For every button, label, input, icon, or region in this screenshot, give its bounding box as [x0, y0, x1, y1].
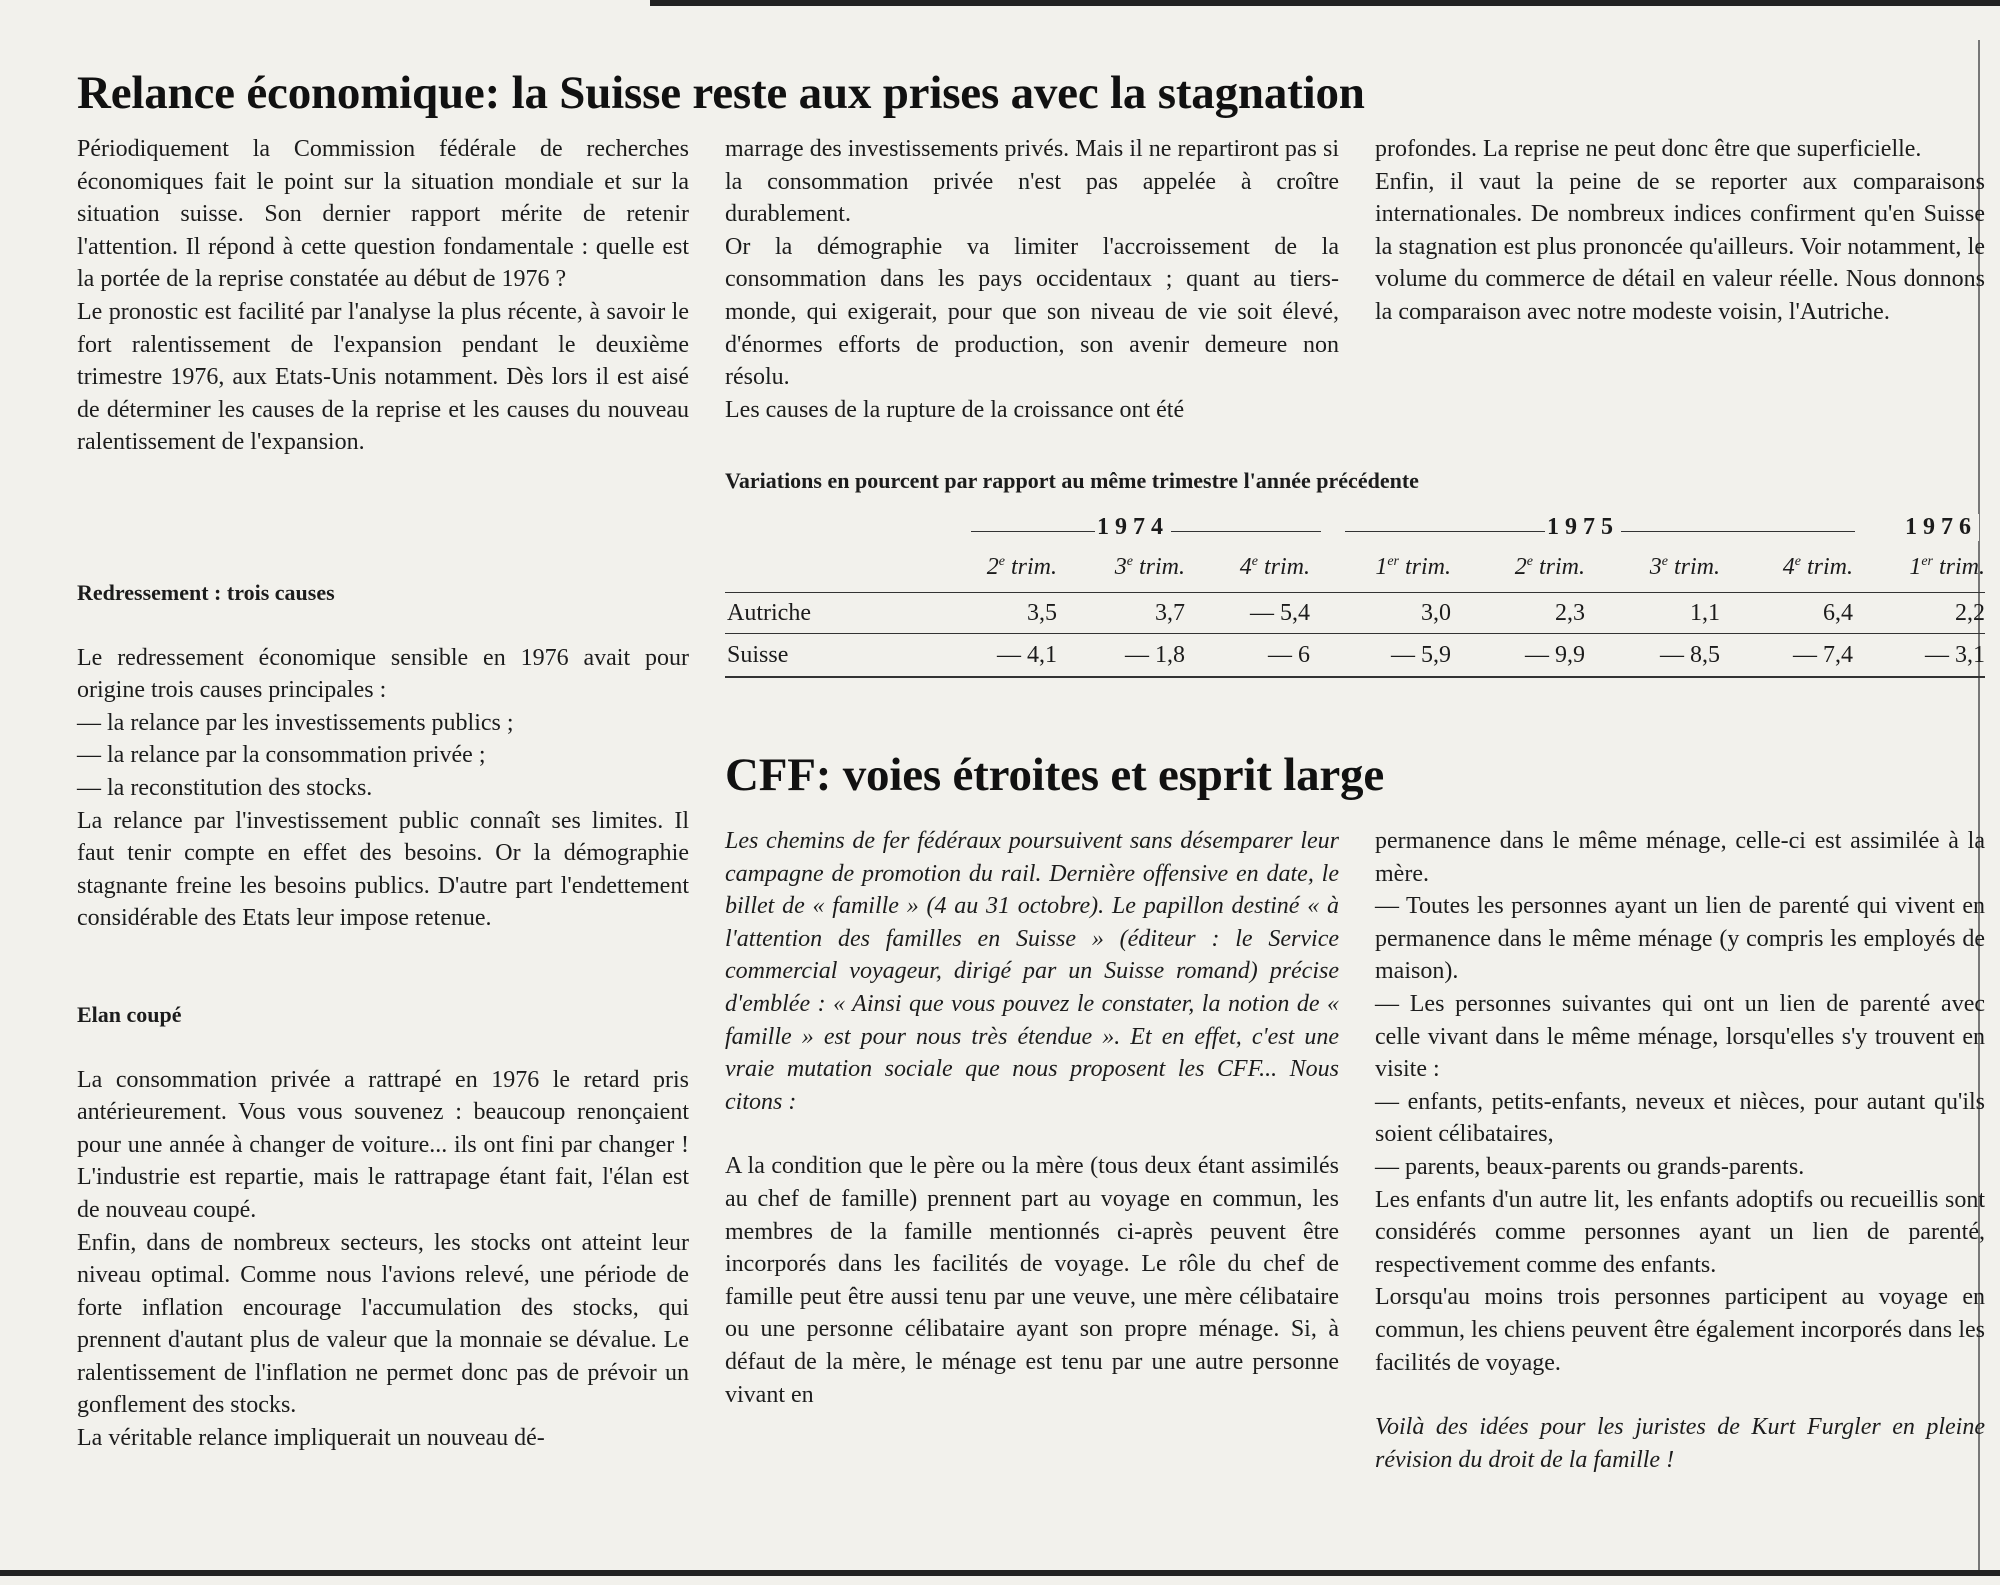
paragraph: Enfin, dans de nombreux secteurs, les stocks ont atteint leur niveau optimal. Comme nous l'avions relevé, une période de forte inflation encourage l'accumulation des stocks, qui prennent d'autant plus de valeur que la monnaie se dévalue. Le ralentissement de l'inflation ne permet donc pas de prévoir un gonflement des stocks. — [77, 1229, 689, 1419]
list-item: — la reconstitution des stocks. — [77, 774, 373, 801]
table-cell: — 9,9 — [1525, 642, 1585, 668]
intro-paragraph: Les chemins de fer fédéraux poursuivent sans désemparer leur campagne de promotion du rail. Dernière offensive en date, le billet de « famille » (4 au 31 octobre). Le papillon destiné « à l'attention des familles en Suisse » (éditeur : le Service commercial voyageur, dirigé par un Suisse romand) précise d'emblée : « Ainsi que vous pouvez le constater, la notion de « famille » est pour nous très étendue ». Et en effet, c'est une vraie mutation sociale que nous proposent les CFF... Nous citons : — [725, 828, 1339, 1115]
list-item: — la relance par la consommation privée ; — [77, 742, 486, 769]
paragraph: Or la démographie va limiter l'accroissement de la consommation dans les pays occidentaux ; quant au tiers-monde, qui exigerait, pour que son niveau de vie soit élevé, d'énormes efforts de production, son avenir demeure non résolu. — [725, 233, 1339, 391]
paragraph: Le redressement économique sensible en 1976 avait pour origine trois causes principales : — [77, 644, 689, 704]
subheading-elan: Elan coupé — [77, 1001, 182, 1027]
table-cell: — 7,4 — [1793, 642, 1853, 668]
article2-title: CFF: voies étroites et esprit large — [725, 749, 1385, 801]
quarter-header: 1er trim. — [1909, 554, 1985, 580]
paragraph: profondes. La reprise ne peut donc être que superficielle. — [1375, 136, 1922, 162]
paragraph: Lorsqu'au moins trois personnes participent au voyage en commun, les chiens peuvent être également incorporés dans les facilités de voyage. — [1375, 1284, 1985, 1376]
article2-column-1 — [725, 825, 1339, 1411]
quarter-header: 4e trim. — [1239, 554, 1310, 580]
table-bottom-rule — [725, 676, 1985, 678]
table-cell: — 5,9 — [1391, 642, 1451, 668]
quarter-header: 4e trim. — [1782, 554, 1853, 580]
article1-title: Relance économique: la Suisse reste aux prises avec la stagnation — [77, 67, 1365, 119]
table-cell: — 1,8 — [1125, 642, 1185, 668]
list-item: — la relance par les investissements publics ; — [77, 709, 514, 736]
paragraph: Les enfants d'un autre lit, les enfants adoptifs ou recueillis sont considérés comme personnes ayant un lien de parenté, respectivement comme des enfants. — [1375, 1186, 1985, 1278]
article2-column-2 — [1375, 825, 1985, 1476]
article1-column-1 — [77, 133, 689, 459]
quarter-header: 3e trim. — [1649, 554, 1720, 580]
table-caption: Variations en pourcent par rapport au même trimestre l'année précédente — [725, 468, 1419, 493]
table-cell: — 6 — [1268, 642, 1310, 668]
table-header-rule — [725, 592, 1985, 593]
paragraph: Les causes de la rupture de la croissance ont été — [725, 396, 1185, 423]
quarter-header: 2e trim. — [1514, 554, 1585, 580]
table-cell: 6,4 — [1823, 600, 1853, 626]
paragraph: marrage des investissements privés. Mais il ne repartiront pas si la consommation privée n'est pas appelée à croître durablement. — [725, 136, 1339, 228]
row-label-suisse: Suisse — [727, 642, 789, 668]
table-cell: 3,7 — [1155, 600, 1185, 626]
table-cell: — 8,5 — [1660, 642, 1720, 668]
year-1976: 1976 — [1905, 514, 1977, 540]
subheading-redressement: Redressement : trois causes — [77, 580, 335, 605]
paragraph: — Les personnes suivantes qui ont un lien de parenté avec celle vivant dans le même ménage, lorsqu'elles s'y trouvent en visite : — [1375, 990, 1985, 1083]
paragraph: La consommation privée a rattrapé en 1976 le retard pris antérieurement. Vous vous souvenez : beaucoup renonçaient pour une année à changer de voiture... ils ont fini par changer ! L'industrie est repartie, mais le rattrapage étant fait, l'élan est de nouveau coupé. — [77, 1066, 689, 1223]
article1-column-3 — [1375, 133, 1985, 329]
top-rule — [650, 0, 2000, 6]
closing-remark: Voilà des idées pour les juristes de Kurt Furgler en pleine révision du droit de la famille ! — [1375, 1414, 1985, 1473]
article1-column-1-lower — [77, 577, 689, 1455]
quarter-header: 3e trim. — [1114, 554, 1185, 580]
paragraph: — enfants, petits-enfants, neveux et nièces, pour autant qu'ils soient célibataires, — [1375, 1088, 1985, 1148]
year-1974: 1974 — [1097, 514, 1169, 540]
paragraph: La relance par l'investissement public connaît ses limites. Il faut tenir compte en effet des besoins. Or la démographie stagnante freine les besoins publics. D'autre part l'endettement considérable des Etats leur impose retenue. — [77, 807, 689, 932]
table-cell: — 3,1 — [1925, 642, 1985, 668]
table-cell: — 4,1 — [997, 642, 1057, 668]
quarter-header: 2e trim. — [986, 554, 1057, 580]
article1-column-2 — [725, 133, 1339, 426]
paragraph: Le pronostic est facilité par l'analyse la plus récente, à savoir le fort ralentissement de l'expansion pendant le deuxième trimestre 1976, aux Etats-Unis notamment. Dès lors il est aisé de déterminer les causes de la reprise et les causes du nouveau ralentissement de l'expansion. — [77, 298, 689, 456]
table-cell: 3,0 — [1421, 600, 1451, 626]
table-cell: — 5,4 — [1250, 600, 1310, 626]
paragraph: La véritable relance impliquerait un nouveau dé- — [77, 1425, 545, 1452]
quarter-header: 1er trim. — [1375, 554, 1451, 580]
paragraph: A la condition que le père ou la mère (tous deux étant assimilés au chef de famille) prennent part au voyage en commun, les membres de la famille mentionnés ci-après peuvent être incorporés dans les facilités de voyage. Le rôle du chef de famille peut être aussi tenu par une veuve, une mère célibataire ou une personne célibataire ayant son propre ménage. Si, à défaut de la mère, le ménage est tenu par une autre personne vivant en — [725, 1153, 1339, 1408]
table-row-rule — [725, 633, 1985, 634]
table-cell: 2,2 — [1955, 600, 1985, 626]
row-label-autriche: Autriche — [727, 600, 811, 626]
year-1975: 1975 — [1547, 514, 1619, 540]
paragraph: — parents, beaux-parents ou grands-parents. — [1375, 1153, 1805, 1180]
table-cell: 1,1 — [1690, 600, 1720, 626]
paragraph: permanence dans le même ménage, celle-ci est assimilée à la mère. — [1375, 828, 1985, 887]
bottom-rule — [0, 1570, 2000, 1576]
table-cell: 3,5 — [1027, 600, 1057, 626]
paragraph: Enfin, il vaut la peine de se reporter aux comparaisons internationales. De nombreux indices confirment qu'en Suisse la stagnation est plus prononcée qu'ailleurs. Voir notamment, le volume du commerce de détail en valeur réelle. Nous donnons la comparaison avec notre modeste voisin, l'Autriche. — [1375, 168, 1985, 325]
table-cell: 2,3 — [1555, 600, 1585, 626]
paragraph: Périodiquement la Commission fédérale de recherches économiques fait le point sur la situation mondiale et sur la situation suisse. Son dernier rapport mérite de retenir l'attention. Il répond à cette question fondamentale : quelle est la portée de la reprise constatée au début de 1976 ? — [77, 136, 689, 293]
paragraph: — Toutes les personnes ayant un lien de parenté qui vivent en permanence dans le même ménage (y compris les employés de maison). — [1375, 893, 1985, 985]
